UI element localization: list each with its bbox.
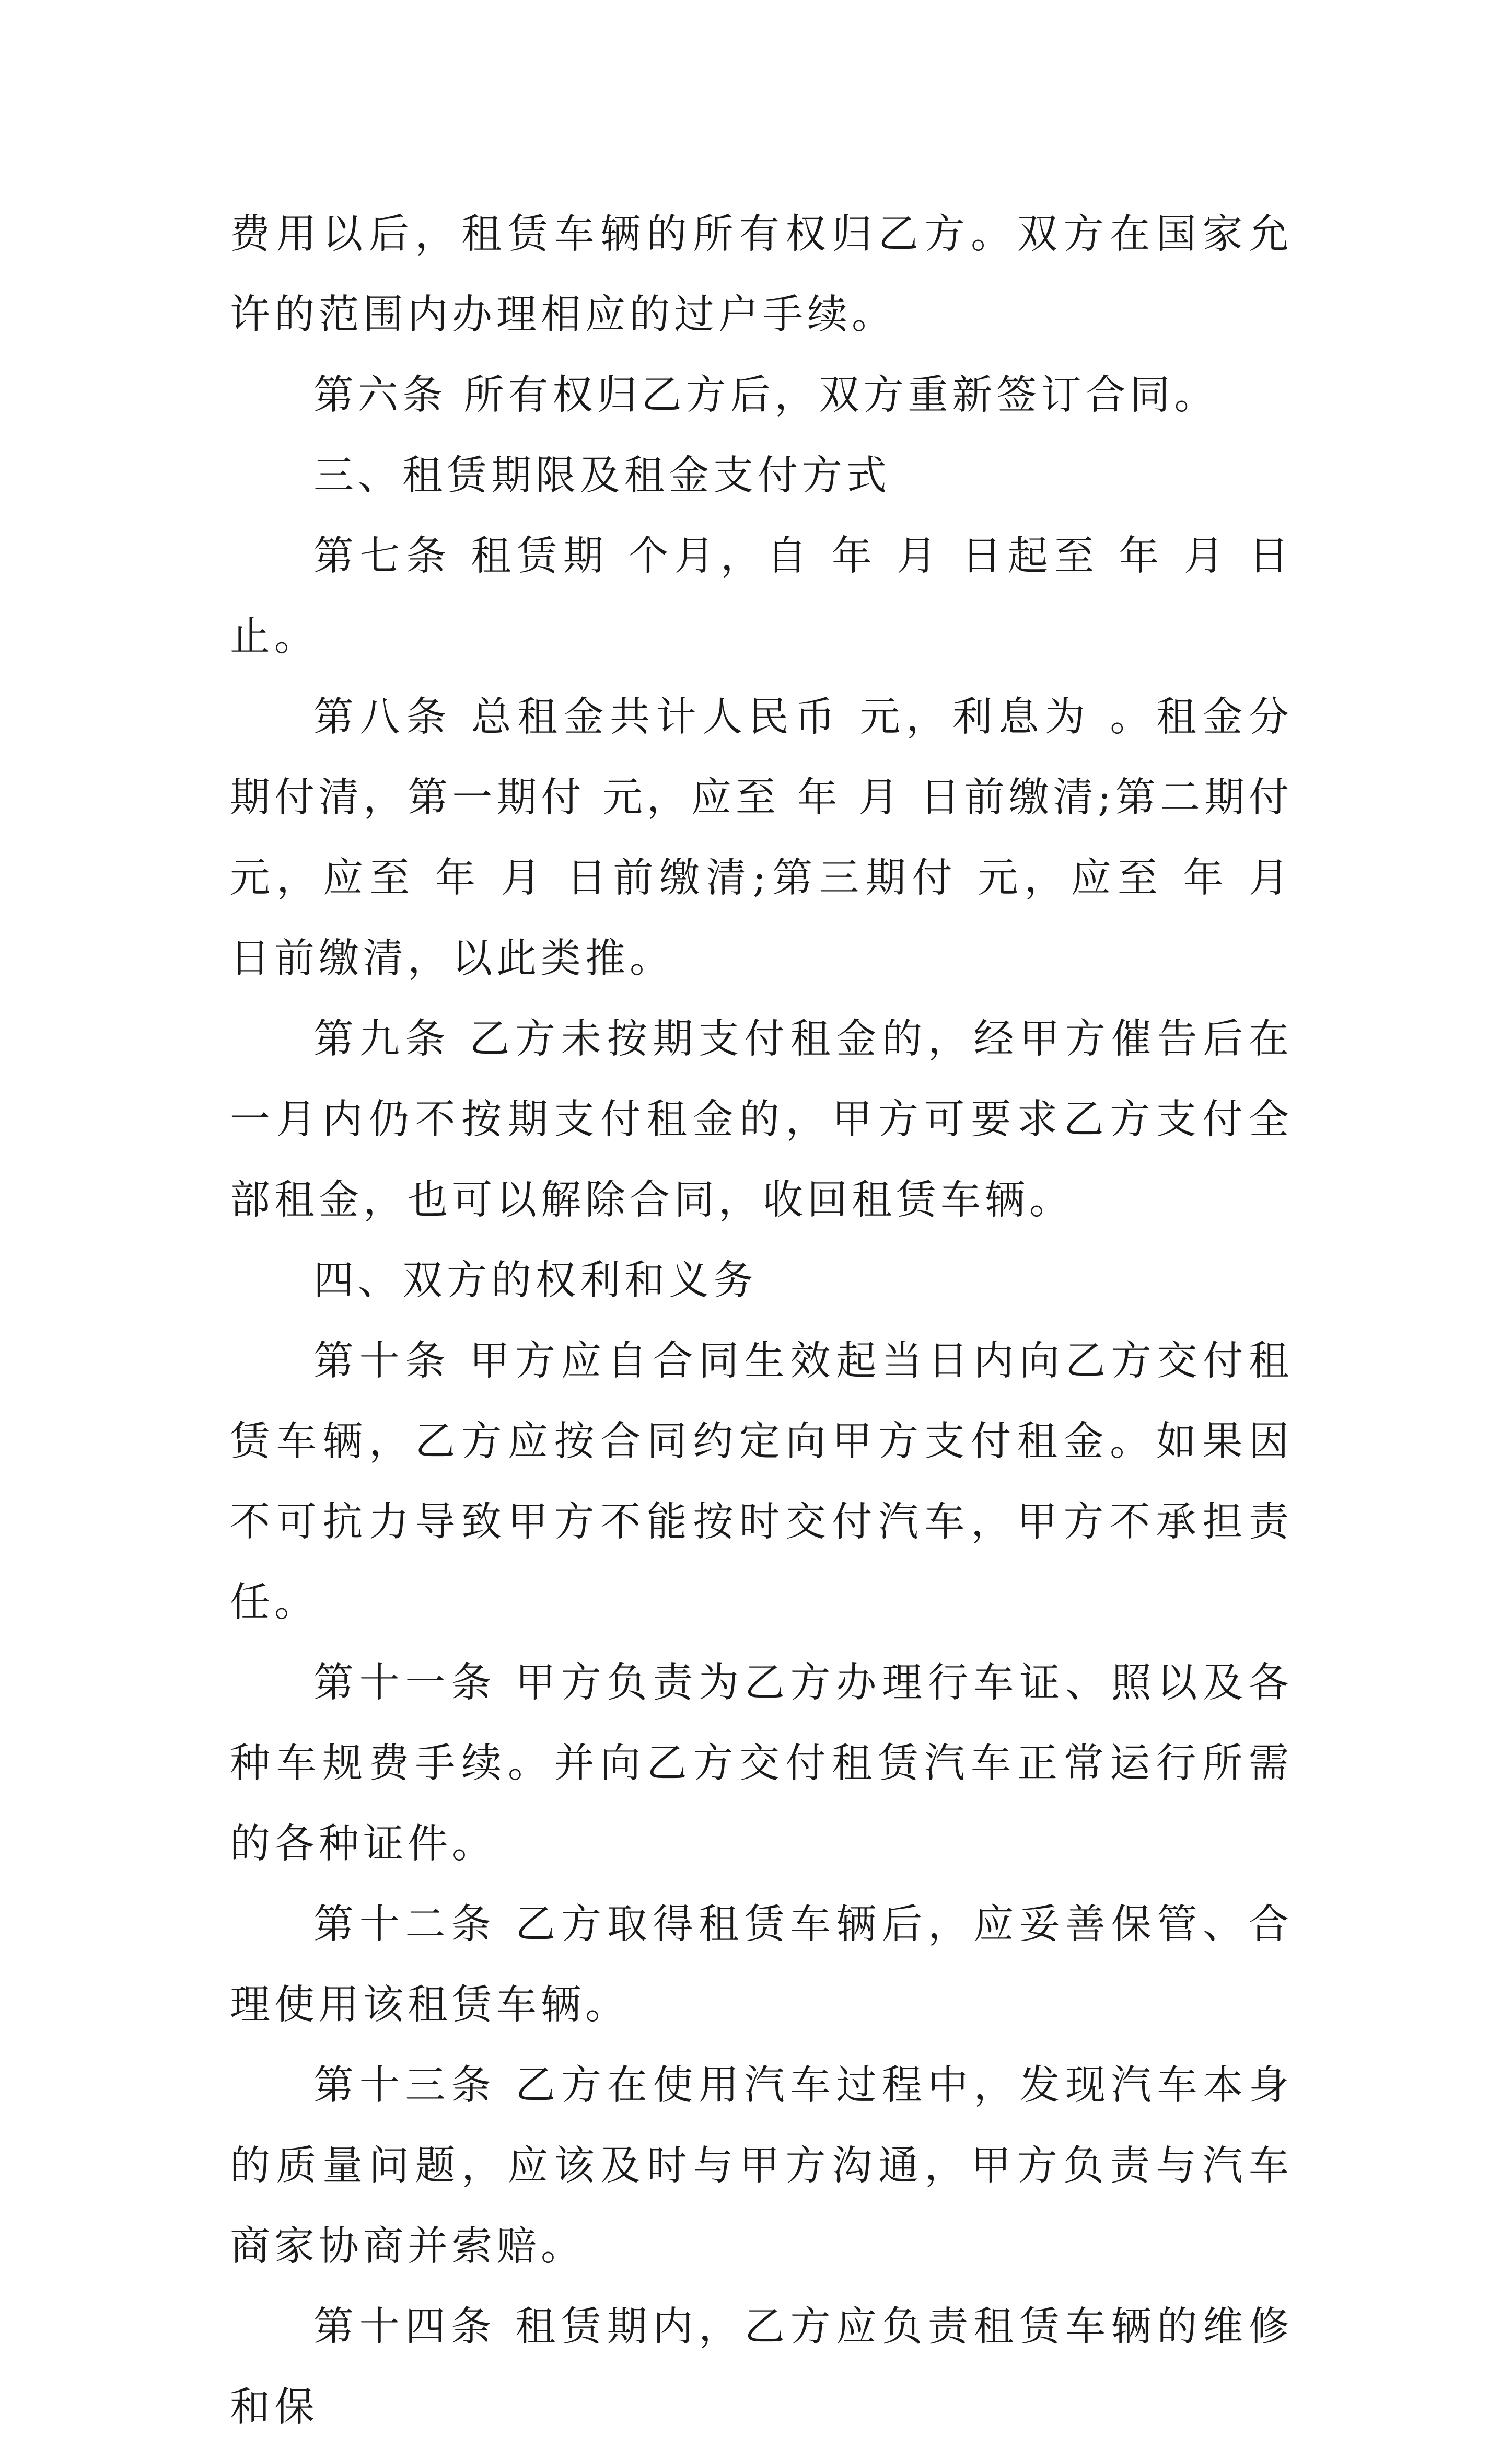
paragraph-article-8: 第八条 总租金共计人民币 元，利息为 。租金分 期付清，第一期付 元，应至 年 月 日前缴清;第二期付 元，应至 年 月 日前缴清;第三期付 元，应至 年 月 日前缴清，以此类推。 [230, 694, 1293, 982]
section-heading-3: 三、租赁期限及租金支付方式 [313, 453, 891, 499]
paragraph-article-7: 第七条 租赁期 个月，自 年 月 日起至 年 月 日止。 [230, 533, 1293, 660]
paragraph-article-6: 第六条 所有权归乙方后，双方重新签订合同。 [313, 372, 1219, 419]
paragraph-article-9: 第九条 乙方未按期支付租金的，经甲方催告后在一月内仍不按期支付租金的，甲方可要求乙方支付全部租金，也可以解除合同，收回租赁车辆。 [230, 1016, 1293, 1223]
paragraph-article-11: 第十一条 甲方负责为乙方办理行车证、照以及各种车规费手续。并向乙方交付租赁汽车正常运行所需的各种证件。 [230, 1660, 1293, 1867]
paragraph-article-13: 第十三条 乙方在使用汽车过程中，发现汽车本身的质量问题，应该及时与甲方沟通，甲方负责与汽车商家协商并索赔。 [230, 2062, 1293, 2270]
paragraph-article-10: 第十条 甲方应自合同生效起当日内向乙方交付租赁车辆，乙方应按合同约定向甲方支付租金。如果因不可抗力导致甲方不能按时交付汽车，甲方不承担责任。 [230, 1338, 1293, 1626]
paragraph-article-12: 第十二条 乙方取得租赁车辆后，应妥善保管、合理使用该租赁车辆。 [230, 1901, 1293, 2028]
document-body [230, 194, 1293, 2448]
section-heading-4: 四、双方的权利和义务 [313, 1257, 758, 1304]
paragraph-article-14: 第十四条 租赁期内，乙方应负责租赁车辆的维修和保 [230, 2304, 1293, 2431]
paragraph-ownership-transfer: 费用以后，租赁车辆的所有权归乙方。双方在国家允许的范围内办理相应的过户手续。 [230, 211, 1293, 338]
